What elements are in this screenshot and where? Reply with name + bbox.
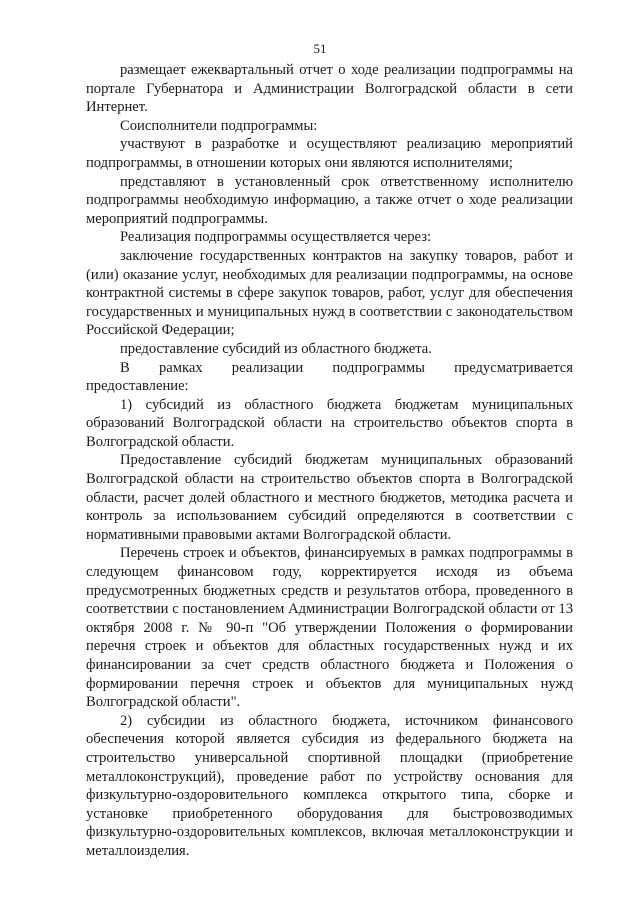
document-body <box>86 61 573 861</box>
paragraph-provision-intro: В рамках реализации подпрограммы предусматривается предоставление: <box>86 359 573 395</box>
paragraph-contracts: заключение государственных контрактов на закупку товаров, работ и (или) оказание услуг, необходимых для реализации подпрограммы, на основе контрактной системы в сфере закупок товаров, работ, услуг для обеспечения государственных и муниципальных нужд в соответствии с законодательством Российской Федерации; <box>86 247 573 339</box>
paragraph-objects-list: Перечень строек и объектов, финансируемых в рамках подпрограммы в следующем финансовом году, корректируется исходя из объема предусмотренных бюджетных средств и результатов отбора, проведенного в соответствии с постановлением Администрации Волгоградской области от 13 октября 2008 г. № 90-п "Об утверждении Положения о формировании перечня строек и объектов для областных государственных нужд и их финансировании за счет средств областного бюджета и Положения о формировании перечня строек и объектов для муниципальных нужд Волгоградской области". <box>86 545 573 711</box>
paragraph-item-2: 2) субсидии из областного бюджета, источником финансового обеспечения которой является субсидия из федерального бюджета на строительство универсальной спортивной площадки (приобретение металлоконструкций), проведение работ по устройству основания для физкультурно-оздоровительного комплекса открытого типа, сборке и установке приобретенного оборудования для быстровозводимых физкультурно-оздоровительных комплексов, включая металлоконструкции и металлоизделия. <box>86 712 573 859</box>
page-number: 51 <box>313 41 327 56</box>
paragraph-subsidy-rules: Предоставление субсидий бюджетам муниципальных образований Волгоградской области на строительство объектов спорта в Волгоградской области, расчет долей областного и местного бюджетов, методика расчета и контроль за использованием субсидий определяются в соответствии с нормативными правовыми актами Волгоградской области. <box>86 452 573 543</box>
paragraph-provide-info: представляют в установленный срок ответственному исполнителю подпрограммы необходимую информацию, а также отчет о ходе реализации мероприятий подпрограммы. <box>86 173 573 227</box>
paragraph-participate: участвуют в разработке и осуществляют реализацию мероприятий подпрограммы, в отношении которых они являются исполнителями; <box>86 136 573 171</box>
paragraph-coexecutors-heading: Соисполнители подпрограммы: <box>120 117 318 134</box>
paragraph-report: размещает ежеквартальный отчет о ходе реализации подпрограммы на портале Губернатора и Администрации Волгоградской области в сети Интернет. <box>86 62 573 116</box>
paragraph-implementation-heading: Реализация подпрограммы осуществляется через: <box>120 229 432 246</box>
paragraph-subsidies: предоставление субсидий из областного бюджета. <box>120 340 432 357</box>
paragraph-item-1: 1) субсидий из областного бюджета бюджетам муниципальных образований Волгоградской области на строительство объектов спорта в Волгоградской области. <box>86 396 573 450</box>
